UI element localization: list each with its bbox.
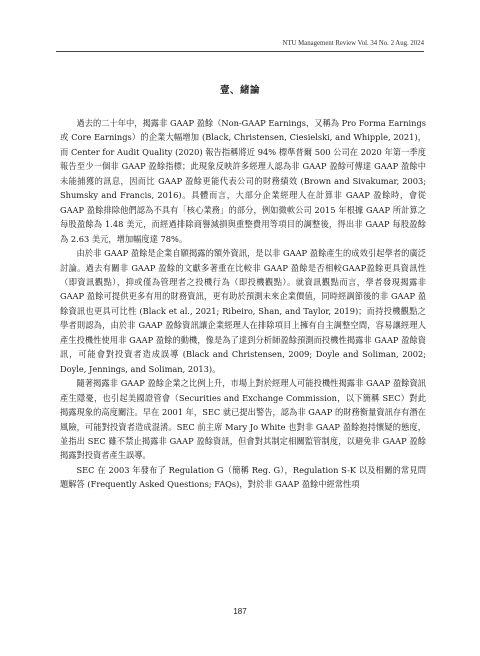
section-title: 壹、緒論 xyxy=(219,85,260,96)
paragraph: 過去的二十年中，揭露非 GAAP 盈餘（Non-GAAP Earnings，又稱為 Pro Forma Earnings 或 Core Earnings）的企業大幅增加 (Black, Christensen, Ciesielski, and Whipple, 2021)，而 Center for Audit Quality (2020) 報告指稱將近 94% 標準普爾 500 公司在 2020 年第一季度報告至少一個非 GAAP 盈餘指標；此現象反映許多經理人認為非 GAAP 盈餘可傳達 GAAP 盈餘中未能捕獲的訊息，因而比 GAAP 盈餘更能代表公司的財務績效 (Brown and Sivakumar, 2003; Shumsky and Francis, 2016)。具體而言，大部分企業經理人在計算非 GAAP 盈餘時，會從 GAAP 盈餘排除他們認為不具有「核心業務」的部分，例如微軟公司 2015 年根據 GAAP 所計算之每股盈餘為 1.48 美元，而經過排除商譽減損與重整費用等項目的調整後，得出非 GAAP 每股盈餘為 2.63 美元，增加幅度達 78%。 xyxy=(60,118,426,244)
body-text xyxy=(60,116,426,492)
paragraph: 由於非 GAAP 盈餘是企業自願揭露的額外資訊，是以非 GAAP 盈餘產生的成效引起學者的廣泛討論。過去有關非 GAAP 盈餘的文獻多著重在比較非 GAAP 盈餘是否相較GAAP盈餘更具資訊性（即資訊觀點），抑或僅為管理者之投機行為（即投機觀點）。就資訊觀點而言，學者發現揭露非 GAAP 盈餘可提供更多有用的財務資訊，更有助於預測未來企業價值，同時經調節後的非 GAAP 盈餘資訊也更具可比性 (Black et al., 2021; Ribeiro, Shan, and Taylor, 2019)；而持投機觀點之學者則認為，由於非 GAAP 盈餘資訊讓企業經理人在排除項目上擁有自主調整空間，容易讓經理人產生投機性使用非 GAAP 盈餘的動機，像是為了達到分析師盈餘預測而投機性揭露非 GAAP 盈餘資訊，可能會對投資者造成誤導 (Black and Christensen, 2009; Doyle and Soliman, 2002; Doyle, Jennings, and Soliman, 2013)。 xyxy=(60,248,426,374)
paragraph: 隨著揭露非 GAAP 盈餘企業之比例上升，市場上對於經理人可能投機性揭露非 GAAP 盈餘資訊產生隱憂，也引起美國證管會（Securities and Exchange Commission，以下簡稱 SEC）對此揭露現象的高度關注。早在 2001 年，SEC 就已提出警告，認為非 GAAP 的財務衡量資訊存有潛在風險，可能對投資者造成混淆。SEC 前主席 Mary Jo White 也對非 GAAP 盈餘抱持懷疑的態度，並指出 SEC 雖不禁止揭露非 GAAP 盈餘資訊，但會對其制定相關監管制度，以避免非 GAAP 盈餘揭露對投資者產生誤導。 xyxy=(60,378,426,461)
running-head: NTU Management Review Vol. 34 No. 2 Aug. 2024 xyxy=(282,40,424,47)
paragraph: SEC 在 2003 年發布了 Regulation G（簡稱 Reg. G），Regulation S-K 以及相關的常見問題解答 (Frequently Asked Questions; FAQs)，對於非 GAAP 盈餘中經常性項 xyxy=(60,464,426,490)
header-rule xyxy=(56,51,424,52)
page-number: 187 xyxy=(233,607,247,616)
